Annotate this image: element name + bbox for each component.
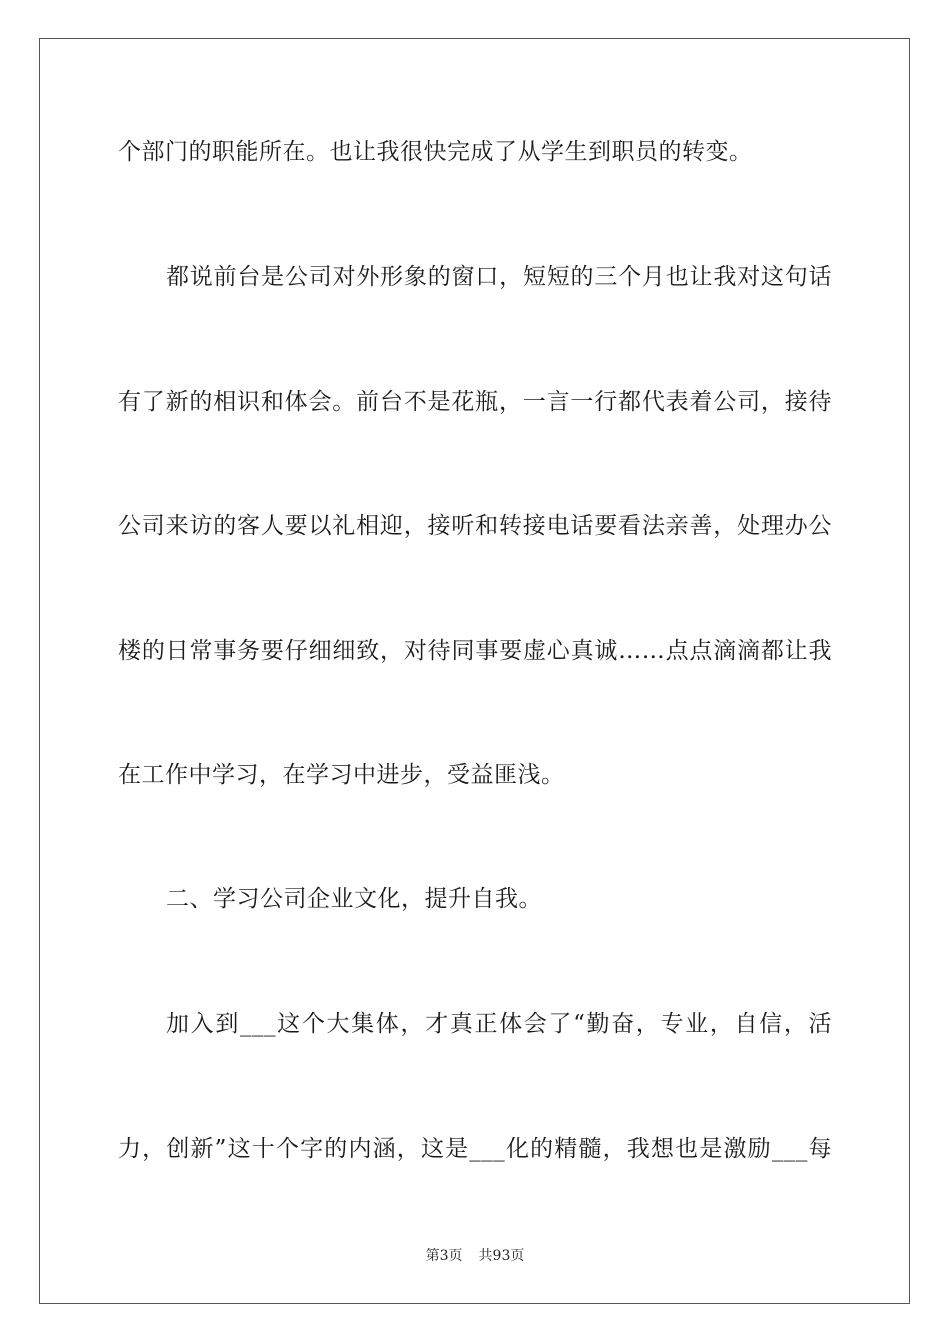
page-footer	[0, 1246, 950, 1266]
paragraph-line: 个部门的职能所在。也让我很快完成了从学生到职员的转变。	[118, 139, 753, 165]
page-total: 共93页	[478, 1248, 525, 1264]
paragraph-line: 公司来访的客人要以礼相迎，接听和转接电话要看法亲善，处理办公	[118, 513, 832, 539]
page-frame	[39, 38, 910, 1304]
paragraph-line: 都说前台是公司对外形象的窗口，短短的三个月也让我对这句话	[166, 264, 832, 290]
page-number: 第3页	[425, 1248, 463, 1264]
paragraph-line: 楼的日常事务要仔细细致，对待同事要虚心真诚……点点滴滴都让我	[118, 638, 832, 664]
paragraph-line: 力，创新”这十个字的内涵，这是___化的精髓，我想也是激励___每	[118, 1136, 832, 1162]
paragraph-line: 加入到___这个大集体，才真正体会了“勤奋，专业，自信，活	[166, 1011, 832, 1037]
paragraph-line: 在工作中学习，在学习中进步，受益匪浅。	[118, 762, 565, 788]
section-heading: 二、学习公司企业文化，提升自我。	[166, 886, 542, 912]
paragraph-line: 有了新的相识和体会。前台不是花瓶，一言一行都代表着公司，接待	[118, 389, 832, 415]
